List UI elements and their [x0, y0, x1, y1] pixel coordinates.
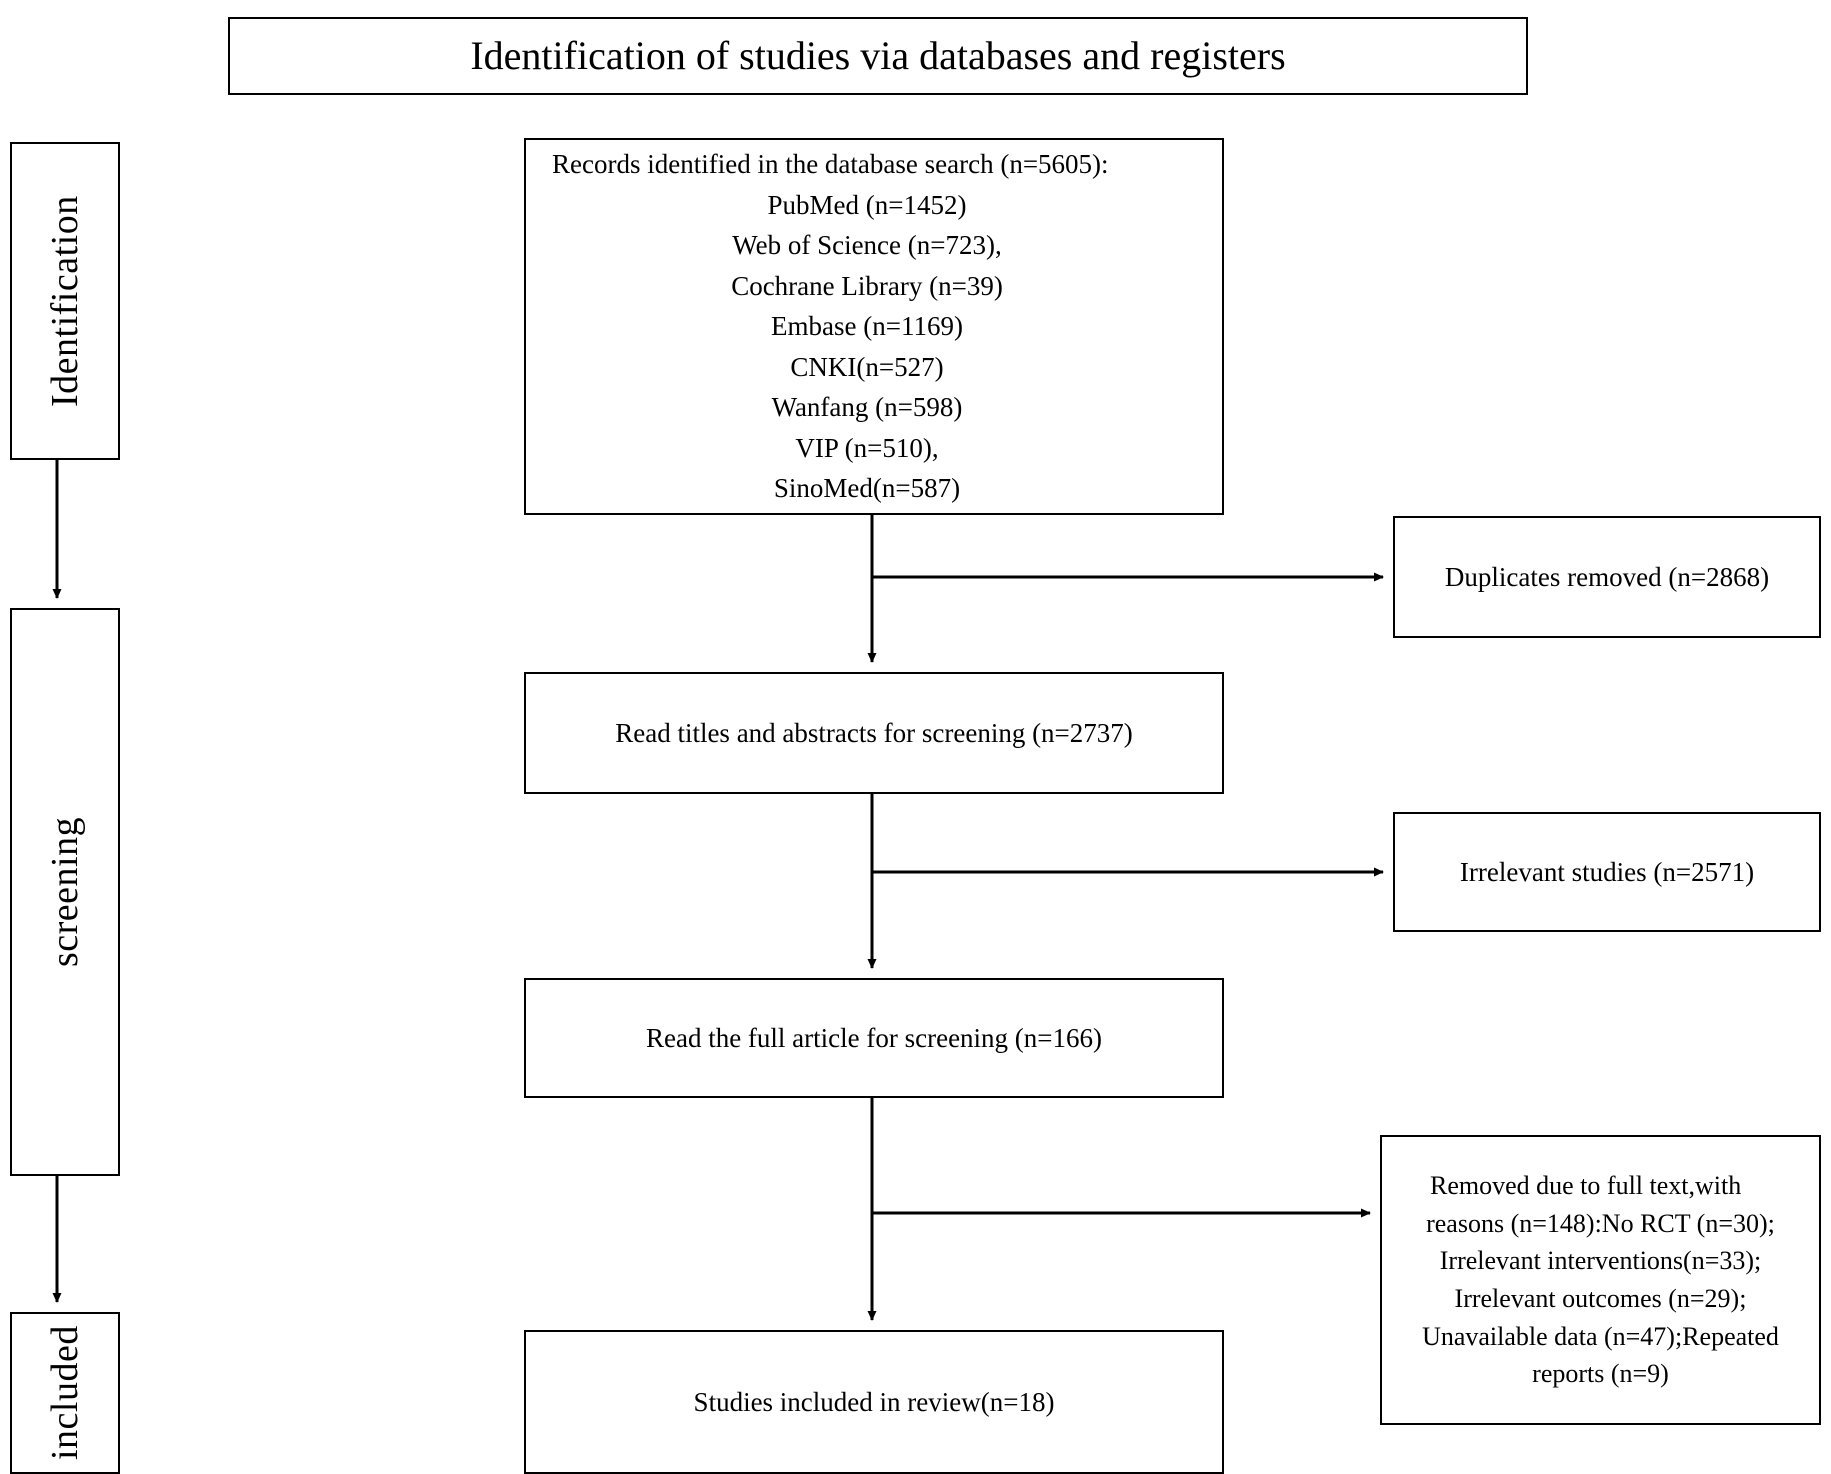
removed-line-4: Irrelevant outcomes (n=29);	[1454, 1284, 1747, 1313]
stage-label-identification	[10, 142, 120, 460]
records-identified-heading: Records identified in the database search (n=5605):	[552, 149, 1109, 180]
irrelevant-studies-text: Irrelevant studies (n=2571)	[1459, 856, 1755, 887]
source-wanfang: Wanfang (n=598)	[771, 392, 963, 423]
stage-label-identification-text: Identification	[44, 195, 86, 407]
source-vip: VIP (n=510),	[795, 432, 939, 463]
removed-line-5: Unavailable data (n=47);Repeated	[1422, 1321, 1779, 1351]
node-irrelevant-studies	[1393, 812, 1821, 932]
stage-label-included	[10, 1312, 120, 1474]
stage-label-screening	[10, 608, 120, 1176]
node-records-identified	[524, 138, 1224, 515]
read-titles-abstracts-text: Read titles and abstracts for screening (n=2737)	[615, 717, 1133, 748]
node-read-titles-abstracts	[524, 672, 1224, 794]
diagram-title-text: Identification of studies via databases and registers	[470, 33, 1286, 78]
diagram-title	[228, 17, 1528, 95]
node-duplicates-removed	[1393, 516, 1821, 638]
read-full-article-text: Read the full article for screening (n=166)	[645, 1022, 1103, 1053]
node-read-full-article	[524, 978, 1224, 1098]
removed-line-3: Irrelevant interventions(n=33);	[1439, 1246, 1762, 1276]
removed-line-2: reasons (n=148):No RCT (n=30);	[1426, 1208, 1775, 1238]
source-embase: Embase (n=1169)	[771, 311, 963, 342]
duplicates-removed-text: Duplicates removed (n=2868)	[1444, 561, 1770, 592]
source-sinomed: SinoMed(n=587)	[773, 473, 961, 504]
node-removed-full-text	[1380, 1135, 1821, 1425]
node-studies-included	[524, 1330, 1224, 1474]
source-web-of-science: Web of Science (n=723),	[732, 230, 1002, 261]
removed-line-1: Removed due to full text,with	[1430, 1170, 1742, 1200]
stage-label-screening-text: screening	[44, 816, 86, 968]
studies-included-text: Studies included in review(n=18)	[693, 1386, 1055, 1417]
stage-label-included-text: included	[44, 1325, 86, 1461]
source-pubmed: PubMed (n=1452)	[767, 189, 967, 220]
source-cochrane-library: Cochrane Library (n=39)	[731, 270, 1003, 301]
source-cnki: CNKI(n=527)	[790, 351, 944, 382]
removed-line-6: reports (n=9)	[1532, 1359, 1669, 1389]
